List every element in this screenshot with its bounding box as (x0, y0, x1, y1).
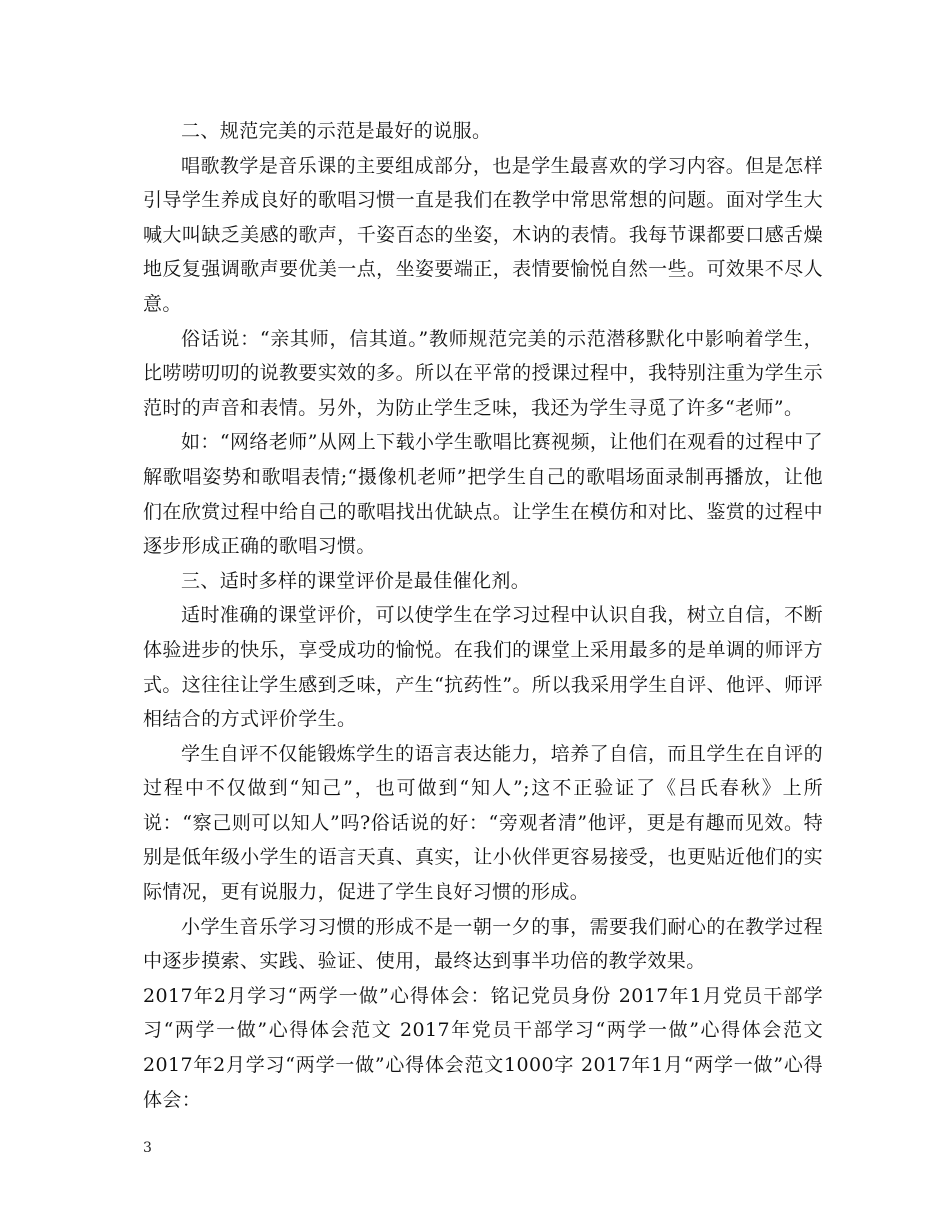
section-heading-2: 二、规范完美的示范是最好的说服。 (181, 120, 492, 142)
body-paragraph: 小学生音乐学习习惯的形成不是一朝一夕的事，需要我们耐心的在教学过程中逐步摸索、实践、验证、使用，最终达到事半功倍的教学效果。 (143, 915, 823, 973)
section-heading-3: 三、适时多样的课堂评价是最佳催化剂。 (181, 569, 531, 592)
document-body (143, 114, 823, 1117)
body-paragraph: 如：“网络老师”从网上下载小学生歌唱比赛视频，让他们在观看的过程中了解歌唱姿势和歌唱表情;“摄像机老师”把学生自己的歌唱场面录制再播放，让他们在欣赏过程中给自己的歌唱找出优缺点。让学生在模仿和对比、鉴赏的过程中逐步形成正确的歌唱习惯。 (143, 431, 823, 558)
body-paragraph: 学生自评不仅能锻炼学生的语言表达能力，培养了自信，而且学生在自评的过程中不仅做到“知己”，也可做到“知人”;这不正验证了《吕氏春秋》上所说：“察己则可以知人”吗?俗话说的好：“旁观者清”他评，更是有趣而见效。特别是低年级小学生的语言天真、真实，让小伙伴更容易接受，也更贴近他们的实际情况，更有说服力，促进了学生良好习惯的形成。 (143, 742, 823, 904)
related-articles-text: 2017年2月学习“两学一做”心得体会：铭记党员身份 2017年1月党员干部学习“两学一做”心得体会范文 2017年党员干部学习“两学一做”心得体会范文 2017年2月学习“两学一做”心得体会范文1000字 2017年1月“两学一做”心得体会： (143, 984, 823, 1111)
body-paragraph: 唱歌教学是音乐课的主要组成部分，也是学生最喜欢的学习内容。但是怎样引导学生养成良好的歌唱习惯一直是我们在教学中常思常想的问题。面对学生大喊大叫缺乏美感的歌声，千姿百态的坐姿，木讷的表情。我每节课都要口感舌燥地反复强调歌声要优美一点，坐姿要端正，表情要愉悦自然一些。可效果不尽人意。 (143, 154, 823, 315)
page-number: 3 (143, 1140, 152, 1156)
body-paragraph: 适时准确的课堂评价，可以使学生在学习过程中认识自我，树立自信，不断体验进步的快乐，享受成功的愉悦。在我们的课堂上采用最多的是单调的师评方式。这往往让学生感到乏味，产生“抗药性”。所以我采用学生自评、他评、师评相结合的方式评价学生。 (143, 604, 823, 731)
body-paragraph: 俗话说：“亲其师，信其道。”教师规范完美的示范潜移默化中影响着学生，比唠唠叨叨的说教要实效的多。所以在平常的授课过程中，我特别注重为学生示范时的声音和表情。另外，为防止学生乏味，我还为学生寻觅了许多“老师”。 (143, 327, 823, 419)
